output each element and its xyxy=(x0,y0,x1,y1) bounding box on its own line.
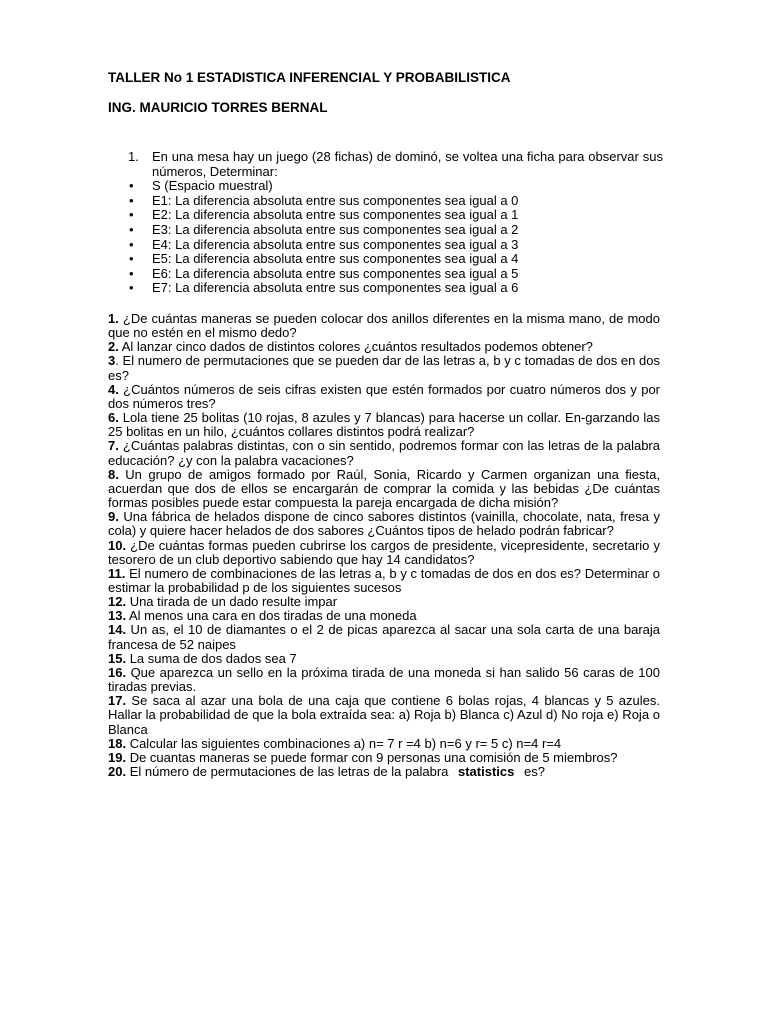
question-item xyxy=(108,510,660,538)
question-number: 20. xyxy=(108,764,127,779)
question-number: 6. xyxy=(108,410,119,426)
intro-bullet-item xyxy=(108,194,663,209)
question-item xyxy=(108,539,660,567)
intro-item xyxy=(108,150,663,179)
question-item xyxy=(108,652,660,666)
question-text: El número de permutaciones de las letras de la palabra xyxy=(126,764,452,779)
intro-bullet-text: S (Espacio muestral) xyxy=(152,178,273,194)
intro-bullet-list xyxy=(108,179,663,296)
document-author: ING. MAURICIO TORRES BERNAL xyxy=(108,100,328,115)
question-item xyxy=(108,439,660,467)
intro-text: En una mesa hay un juego (28 fichas) de dominó, se voltea una ficha para observar sus números, Determinar: xyxy=(152,149,663,179)
bullet-icon: • xyxy=(129,280,134,296)
question-item xyxy=(108,312,660,340)
question-text: Que aparezca un sello en la próxima tirada de una moneda si han salido 56 caras de 100 tiradas previas. xyxy=(108,664,660,695)
question-item xyxy=(108,666,660,694)
question-list xyxy=(108,312,660,779)
question-number: 16. xyxy=(108,664,127,680)
question-number: 3 xyxy=(108,353,116,369)
question-text: ¿De cuántas formas pueden cubrirse los cargos de presidente, vicepresidente, secretario y tesorero de un club deportivo sabiendo que hay 14 candidatos? xyxy=(108,537,660,567)
question-item xyxy=(108,595,660,609)
question-item xyxy=(108,340,660,354)
question-number: 2. xyxy=(108,339,119,355)
question-number: 9. xyxy=(108,509,119,525)
bullet-icon: • xyxy=(129,251,134,267)
intro-exercise xyxy=(108,150,663,296)
question-item xyxy=(108,354,660,382)
question-item xyxy=(108,623,660,651)
bullet-icon: • xyxy=(129,221,134,237)
intro-number: 1. xyxy=(128,149,139,164)
question-item xyxy=(108,468,660,510)
question-item xyxy=(108,694,660,736)
question-number: 11. xyxy=(108,565,126,581)
question-text: Al menos una cara en dos tiradas de una moneda xyxy=(126,608,417,624)
question-item xyxy=(108,567,660,595)
question-text: Lola tiene 25 bolitas (10 rojas, 8 azules y 7 blancas) para hacerse un collar. En-garzando las 25 bolitas en un hilo, ¿cuántos collares distintos podrá realizar? xyxy=(108,410,660,440)
question-text: ¿De cuántas maneras se pueden colocar dos anillos diferentes en la misma mano, de modo que no estén en el mismo dedo? xyxy=(108,311,660,341)
intro-bullet-item xyxy=(108,252,663,267)
intro-bullet-text: E4: La diferencia absoluta entre sus componentes sea igual a 3 xyxy=(152,236,519,252)
question-text: Un grupo de amigos formado por Raúl, Sonia, Ricardo y Carmen organizan una fiesta, acuerdan que dos de ellos se encargarán de comprar la comida y las bebidas ¿De cuántas formas posibles puede estar compuesta la pareja encargada de dicha misión? xyxy=(108,466,660,511)
question-text: Se saca al azar una bola de una caja que contiene 6 bolas rojas, 4 blancas y 5 azules. Hallar la probabilidad de que la bola extraída sea: a) Roja b) Blanca c) Azul d) No roja e) Roja o Blanca xyxy=(108,693,660,737)
question-item xyxy=(108,383,660,411)
intro-bullet-item xyxy=(108,208,663,223)
bullet-icon: • xyxy=(129,236,134,252)
intro-bullet-text: E2: La diferencia absoluta entre sus componentes sea igual a 1 xyxy=(152,207,519,223)
question-text: Al lanzar cinco dados de distintos colores ¿cuántos resultados podemos obtener? xyxy=(118,339,593,355)
question-text: Un as, el 10 de diamantes o el 2 de picas aparezca al sacar una sola carta de una baraja francesa de 52 naipes xyxy=(108,622,660,652)
question-keyword: statistics xyxy=(458,764,515,779)
question-number: 1. xyxy=(108,311,119,326)
question-text: ¿Cuántas palabras distintas, con o sin sentido, podremos formar con las letras de la palabra educación? ¿y con la palabra vacaciones? xyxy=(108,438,660,468)
question-item xyxy=(108,609,660,623)
question-number: 4. xyxy=(108,381,119,397)
document-title: TALLER No 1 ESTADISTICA INFERENCIAL Y PROBABILISTICA xyxy=(108,70,511,85)
intro-bullet-text: E3: La diferencia absoluta entre sus componentes sea igual a 2 xyxy=(152,221,519,237)
intro-bullet-item xyxy=(108,223,663,238)
question-number: 8. xyxy=(108,466,119,482)
question-item xyxy=(108,765,660,779)
bullet-icon: • xyxy=(129,178,134,194)
question-number: 15. xyxy=(108,650,127,666)
question-number: 14. xyxy=(108,622,127,638)
intro-bullet-text: E5: La diferencia absoluta entre sus componentes sea igual a 4 xyxy=(152,251,519,267)
question-text: Una fábrica de helados dispone de cinco sabores distintos (vainilla, chocolate, nata, fresa y cola) y quiere hacer helados de dos sabores ¿Cuántos tipos de helado podrán fabricar? xyxy=(108,509,660,539)
question-text: . El numero de permutaciones que se pueden dar de las letras a, b y c tomadas de dos en dos es? xyxy=(108,353,660,383)
question-text: La suma de dos dados sea 7 xyxy=(126,650,297,666)
intro-bullet-text: E7: La diferencia absoluta entre sus componentes sea igual a 6 xyxy=(152,280,519,296)
question-item xyxy=(108,751,660,765)
intro-bullet-item xyxy=(108,238,663,253)
bullet-icon: • xyxy=(129,265,134,281)
question-text: Calcular las siguientes combinaciones a) n= 7 r =4 b) n=6 y r= 5 c) n=4 r=4 xyxy=(126,735,562,751)
question-text-end: es? xyxy=(520,764,545,779)
bullet-icon: • xyxy=(129,207,134,223)
question-number: 18. xyxy=(108,735,127,751)
question-item xyxy=(108,411,660,439)
question-text: El numero de combinaciones de las letras a, b y c tomadas de dos en dos es? Determinar o estimar la probabilidad p de los siguientes sucesos xyxy=(108,565,660,595)
intro-bullet-item xyxy=(108,267,663,282)
question-item xyxy=(108,737,660,751)
intro-bullet-text: E1: La diferencia absoluta entre sus componentes sea igual a 0 xyxy=(152,192,519,208)
question-number: 10. xyxy=(108,537,127,553)
question-text: De cuantas maneras se puede formar con 9 personas una comisión de 5 miembros? xyxy=(126,749,618,765)
question-number: 13. xyxy=(108,608,127,624)
question-number: 17. xyxy=(108,693,127,709)
question-text: Una tirada de un dado resulte impar xyxy=(126,594,338,610)
question-number: 7. xyxy=(108,438,119,454)
intro-bullet-item xyxy=(108,281,663,296)
question-number: 19. xyxy=(108,749,127,765)
question-text: ¿Cuántos números de seis cifras existen que estén formados por cuatro números dos y por dos números tres? xyxy=(108,381,660,411)
intro-bullet-item xyxy=(108,179,663,194)
question-number: 12. xyxy=(108,594,127,610)
intro-bullet-text: E6: La diferencia absoluta entre sus componentes sea igual a 5 xyxy=(152,265,519,281)
bullet-icon: • xyxy=(129,192,134,208)
